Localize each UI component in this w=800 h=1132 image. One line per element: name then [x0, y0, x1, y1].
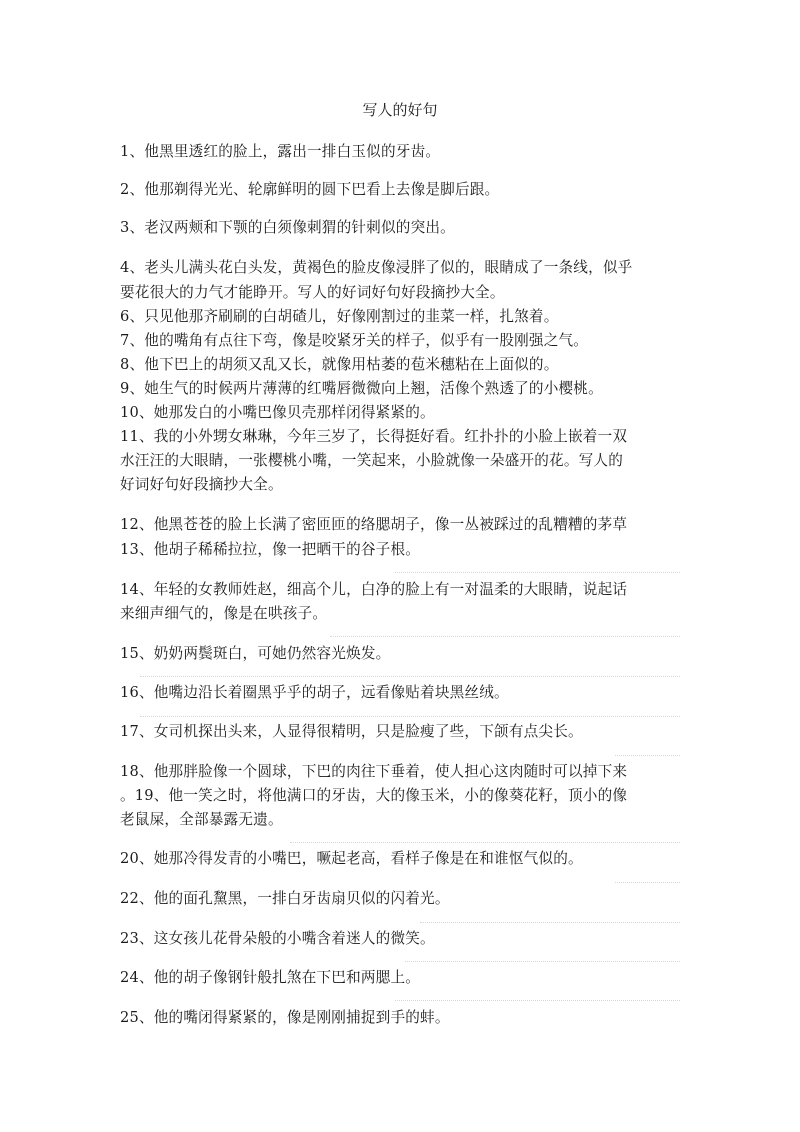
dotted-separator	[615, 755, 680, 756]
sentence-line: 23、这女孩儿花骨朵般的小嘴含着迷人的微笑。	[120, 930, 435, 947]
sentence-line: 要花很大的力气才能睁开。写人的好词好句好段摘抄大全。	[120, 284, 505, 301]
sentence-line: 老鼠屎，全部暴露无遗。	[120, 811, 283, 828]
dotted-separator	[420, 922, 680, 923]
sentence-line: 16、他嘴边沿长着圈黑乎乎的胡子，远看像贴着块黑丝绒。	[120, 684, 509, 701]
sentence-line: 好词好句好段摘抄大全。	[120, 476, 283, 493]
page-title: 写人的好句	[362, 101, 438, 119]
dotted-separator	[405, 961, 680, 962]
sentence-line: 3、老汉两颊和下颚的白须像刺猬的针刺似的突出。	[120, 219, 455, 236]
sentence-line: 7、他的嘴角有点往下弯，像是咬紧牙关的样子，似乎有一股刚强之气。	[120, 332, 589, 349]
sentence-line: 15、奶奶两鬓斑白，可她仍然容光焕发。	[120, 645, 391, 662]
sentence-line: 10、她那发白的小嘴巴像贝壳那样闭得紧紧的。	[120, 404, 435, 421]
sentence-line: 9、她生气的时候两片薄薄的红嘴唇微微向上翘，活像个熟透了的小樱桃。	[120, 380, 603, 397]
sentence-line: 13、他胡子稀稀拉拉，像一把晒干的谷子根。	[120, 541, 421, 558]
sentence-line: 8、他下巴上的胡须又乱又长，就像用枯萎的苞米穗粘在上面似的。	[120, 356, 559, 373]
dotted-separator	[615, 882, 680, 883]
dotted-separator	[140, 676, 680, 677]
sentence-line: 2、他那剃得光光、轮廓鲜明的圆下巴看上去像是脚后跟。	[120, 181, 500, 198]
sentence-line: 22、他的面孔黧黑，一排白牙齿扇贝似的闪着光。	[120, 890, 450, 907]
dotted-separator	[290, 842, 680, 843]
sentence-line: 17、女司机探出头来，人显得很精明，只是脸瘦了些，下颌有点尖长。	[120, 723, 583, 740]
sentence-line: 来细声细气的，像是在哄孩子。	[120, 605, 328, 622]
sentence-line: 1、他黑里透红的脸上，露出一排白玉似的牙齿。	[120, 143, 441, 160]
dotted-separator	[395, 1000, 680, 1001]
sentence-line: 24、他的胡子像钢针般扎煞在下巴和两腮上。	[120, 969, 421, 986]
sentence-line: 18、他那胖脸像一个圆球，下巴的肉往下垂着，使人担心这肉随时可以掉下来	[120, 763, 628, 780]
sentence-line: 14、年轻的女教师姓赵，细高个儿，白净的脸上有一对温柔的大眼睛，说起话	[120, 581, 628, 598]
sentence-line: 水汪汪的大眼睛，一张樱桃小嘴，一笑起来，小脸就像一朵盛开的花。写人的	[120, 452, 623, 469]
dotted-separator	[330, 636, 680, 637]
sentence-line: 。19、他一笑之时，将他满口的牙齿，大的像玉米，小的像葵花籽，顶小的像	[120, 787, 628, 804]
sentence-line: 25、他的嘴闭得紧紧的，像是刚刚捕捉到手的蚌。	[120, 1009, 450, 1026]
sentence-line: 12、他黑苍苍的脸上长满了密匝匝的络腮胡子，像一丛被踩过的乱糟糟的茅草	[120, 516, 628, 533]
dotted-separator	[395, 572, 680, 573]
sentence-line: 6、只见他那齐刷刷的白胡碴儿，好像刚割过的韭菜一样，扎煞着。	[120, 308, 559, 325]
sentence-line: 11、我的小外甥女琳琳，今年三岁了，长得挺好看。红扑扑的小脸上嵌着一双	[120, 428, 628, 445]
dotted-separator	[140, 716, 680, 717]
sentence-line: 4、老头儿满头花白头发，黄褐色的脸皮像浸胖了似的，眼睛成了一条线，似乎	[120, 259, 633, 276]
sentence-line: 20、她那冷得发青的小嘴巴，噘起老高，看样子像是在和谁怄气似的。	[120, 850, 583, 867]
